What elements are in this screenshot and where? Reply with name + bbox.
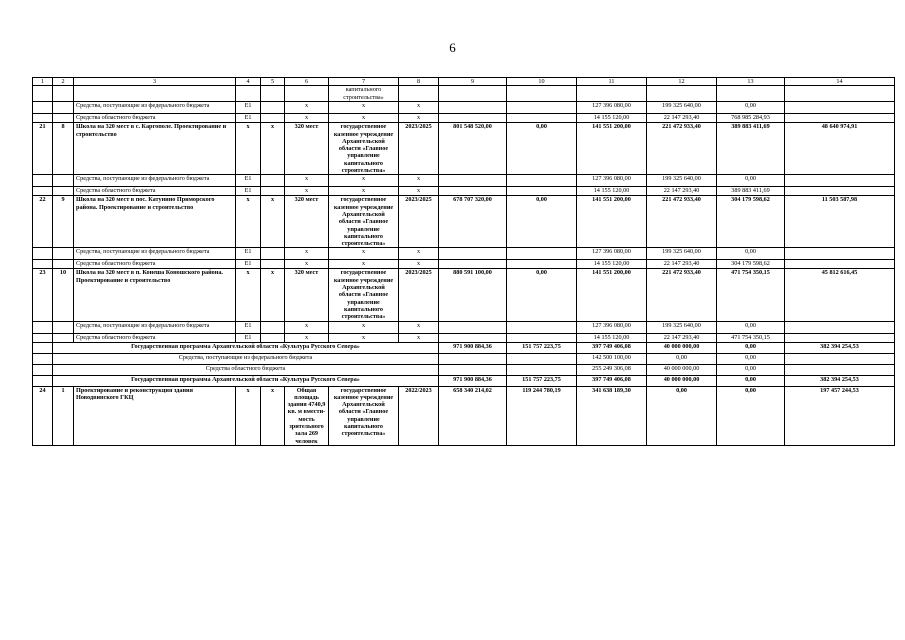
table-cell: 199 325 640,00 <box>647 175 717 187</box>
table-cell: х <box>285 248 329 260</box>
funding-source-label: Средства областного бюджета <box>53 364 439 375</box>
table-cell: х <box>329 260 399 269</box>
column-header: 8 <box>399 78 439 86</box>
table-cell: х <box>285 114 329 123</box>
table-cell: 8 <box>53 123 74 175</box>
table-cell: 221 472 933,40 <box>647 123 717 175</box>
table-cell: 141 551 200,00 <box>577 123 647 175</box>
table-cell <box>785 333 895 342</box>
table-cell: 382 394 254,53 <box>785 375 895 386</box>
table-cell: х <box>236 196 261 248</box>
table-cell: 2023/2025 <box>399 269 439 321</box>
program-title: Государственная программа Архангельской области «Культура Русского Севера» <box>53 375 439 386</box>
table-cell: 151 757 223,75 <box>507 375 577 386</box>
table-cell: х <box>329 248 399 260</box>
table-cell <box>53 333 74 342</box>
table-cell: 24 <box>33 386 53 445</box>
table-cell <box>33 102 53 114</box>
table-row <box>33 269 895 321</box>
table-cell: х <box>236 123 261 175</box>
table-cell <box>785 86 895 102</box>
table-cell: государственное казенное учреждение Архангельской области «Главное управление капитального строительства» <box>329 123 399 175</box>
table-cell <box>439 353 507 364</box>
table-cell: 141 551 200,00 <box>577 196 647 248</box>
table-cell <box>577 86 647 102</box>
table-cell: 45 812 616,45 <box>785 269 895 321</box>
table-cell: х <box>285 321 329 333</box>
column-header: 10 <box>507 78 577 86</box>
program-title: Государственная программа Архангельской области «Культура Русского Севера» <box>53 342 439 353</box>
table-cell <box>507 114 577 123</box>
table-cell <box>33 86 53 102</box>
table-cell <box>507 248 577 260</box>
table-cell: 389 883 411,69 <box>717 187 785 196</box>
table-row <box>33 364 895 375</box>
table-cell: х <box>285 102 329 114</box>
table-cell <box>261 114 285 123</box>
table-cell: Е1 <box>236 114 261 123</box>
table-cell: х <box>261 269 285 321</box>
table-row <box>33 123 895 175</box>
table-cell <box>785 175 895 187</box>
table-cell: 14 155 120,00 <box>577 114 647 123</box>
table-cell <box>439 187 507 196</box>
table-cell <box>439 333 507 342</box>
table-cell: 2023/2025 <box>399 196 439 248</box>
table-cell <box>53 102 74 114</box>
table-row <box>33 386 895 445</box>
page-number: 6 <box>449 40 456 55</box>
table-cell <box>439 86 507 102</box>
table-cell: х <box>261 196 285 248</box>
table-cell: х <box>261 123 285 175</box>
table-cell: 14 155 120,00 <box>577 333 647 342</box>
column-header: 11 <box>577 78 647 86</box>
table-row <box>33 353 895 364</box>
column-header: 6 <box>285 78 329 86</box>
table-cell: 221 472 933,40 <box>647 269 717 321</box>
table-cell: Е1 <box>236 333 261 342</box>
table-row <box>33 102 895 114</box>
table-cell: 320 мест <box>285 196 329 248</box>
table-cell: 199 325 640,00 <box>647 248 717 260</box>
table-row <box>33 187 895 196</box>
table-row <box>33 196 895 248</box>
table-cell: 10 <box>53 269 74 321</box>
table-cell: 142 500 100,00 <box>577 353 647 364</box>
table-cell: 14 155 120,00 <box>577 260 647 269</box>
table-cell: 255 249 306,08 <box>577 364 647 375</box>
funding-source-label: Средства областного бюджета <box>74 333 236 342</box>
table-cell: 22 147 293,40 <box>647 333 717 342</box>
column-header: 4 <box>236 78 261 86</box>
table-cell <box>33 260 53 269</box>
table-cell: х <box>399 187 439 196</box>
column-header: 14 <box>785 78 895 86</box>
table-cell: х <box>236 386 261 445</box>
table-cell <box>33 353 53 364</box>
table-cell <box>261 86 285 102</box>
table-cell: 0,00 <box>647 353 717 364</box>
table-cell: 22 <box>33 196 53 248</box>
table-cell <box>785 102 895 114</box>
table-row <box>33 333 895 342</box>
table-cell: 304 179 598,62 <box>717 260 785 269</box>
table-cell <box>53 114 74 123</box>
object-name: Школа на 320 мест в пос. Катунино Приморского района. Проектирование и строительство <box>74 196 236 248</box>
table-cell <box>439 114 507 123</box>
table-cell: Е1 <box>236 175 261 187</box>
table-cell: Е1 <box>236 248 261 260</box>
table-cell: х <box>285 260 329 269</box>
table-cell: х <box>329 175 399 187</box>
table-cell: х <box>399 175 439 187</box>
program-total-row <box>33 342 895 353</box>
table-cell <box>439 102 507 114</box>
table-cell: 127 396 080,00 <box>577 102 647 114</box>
funding-source-label: Средства областного бюджета <box>74 187 236 196</box>
table-cell: х <box>329 102 399 114</box>
table-cell <box>439 175 507 187</box>
table-cell: х <box>236 269 261 321</box>
table-cell: х <box>329 114 399 123</box>
table-cell <box>53 175 74 187</box>
table-cell: 197 457 244,53 <box>785 386 895 445</box>
table-cell: х <box>329 321 399 333</box>
table-cell: 0,00 <box>647 386 717 445</box>
table-cell: 2023/2025 <box>399 123 439 175</box>
table-cell <box>53 321 74 333</box>
table-cell <box>507 86 577 102</box>
table-cell <box>53 86 74 102</box>
table-cell <box>236 86 261 102</box>
table-cell: 0,00 <box>717 175 785 187</box>
table-cell <box>33 114 53 123</box>
table-cell: 221 472 933,40 <box>647 196 717 248</box>
table-cell: х <box>399 333 439 342</box>
table-cell: х <box>329 187 399 196</box>
table-cell <box>717 86 785 102</box>
column-header: 13 <box>717 78 785 86</box>
table-cell: х <box>261 386 285 445</box>
column-header: 12 <box>647 78 717 86</box>
column-header: 2 <box>53 78 74 86</box>
table-cell: 141 551 200,00 <box>577 269 647 321</box>
object-name: Школа на 320 мест в с. Каргополе. Проектирование и строительство <box>74 123 236 175</box>
table-cell: 119 244 780,19 <box>507 386 577 445</box>
table-cell: 768 985 284,93 <box>717 114 785 123</box>
table-cell: х <box>329 333 399 342</box>
table-cell: 11 503 587,98 <box>785 196 895 248</box>
column-number-row <box>33 78 895 86</box>
table-cell: Е1 <box>236 260 261 269</box>
table-cell: х <box>285 175 329 187</box>
table-cell: Общая площадь здания 4740,9 кв. м вмести-мость зрительного зала 269 человек <box>285 386 329 445</box>
column-header: 1 <box>33 78 53 86</box>
table-cell: 40 000 000,00 <box>647 375 717 386</box>
table-cell: 397 749 406,08 <box>577 342 647 353</box>
table-cell: 40 000 000,00 <box>647 364 717 375</box>
table-cell: 0,00 <box>507 269 577 321</box>
table-cell: 0,00 <box>717 102 785 114</box>
table-cell <box>33 248 53 260</box>
table-cell: 0,00 <box>717 386 785 445</box>
table-cell: 304 179 598,62 <box>717 196 785 248</box>
funding-source-label: Средства, поступающие из федерального бюджета <box>74 321 236 333</box>
table-cell <box>261 187 285 196</box>
table-cell <box>399 86 439 102</box>
table-cell <box>507 321 577 333</box>
table-cell: х <box>399 260 439 269</box>
funding-source-label: Средства, поступающие из федерального бюджета <box>74 102 236 114</box>
table-cell <box>507 364 577 375</box>
column-header: 9 <box>439 78 507 86</box>
object-name: Проектирование и реконструкция здания Новодвинского ГКЦ <box>74 386 236 445</box>
table-cell <box>507 102 577 114</box>
table-cell: 127 396 080,00 <box>577 175 647 187</box>
table-cell: 23 <box>33 269 53 321</box>
table-cell <box>261 260 285 269</box>
funding-source-label: Средства областного бюджета <box>74 260 236 269</box>
table-cell: капитального строительства» <box>329 86 399 102</box>
table-cell <box>785 114 895 123</box>
table-cell: 0,00 <box>717 248 785 260</box>
table-cell: х <box>399 248 439 260</box>
table-cell: 320 мест <box>285 269 329 321</box>
table-cell: 0,00 <box>717 353 785 364</box>
table-cell <box>785 187 895 196</box>
table-cell <box>33 333 53 342</box>
table-cell <box>785 364 895 375</box>
table-cell <box>74 86 236 102</box>
table-cell <box>647 86 717 102</box>
table-cell: 14 155 120,00 <box>577 187 647 196</box>
table-cell <box>785 353 895 364</box>
table-cell: 1 <box>53 386 74 445</box>
table-cell <box>261 175 285 187</box>
table-cell: 320 мест <box>285 123 329 175</box>
table-cell <box>439 364 507 375</box>
table-row <box>33 321 895 333</box>
table-cell <box>285 86 329 102</box>
table-cell <box>261 321 285 333</box>
table-cell: государственное казенное учреждение Архангельской области «Главное управление капитального строительства» <box>329 386 399 445</box>
table-cell: 22 147 293,40 <box>647 260 717 269</box>
funding-source-label: Средства областного бюджета <box>74 114 236 123</box>
table-cell <box>785 260 895 269</box>
table-cell: 48 640 974,91 <box>785 123 895 175</box>
funding-source-label: Средства, поступающие из федерального бюджета <box>74 175 236 187</box>
table-cell <box>53 248 74 260</box>
table-cell <box>507 353 577 364</box>
table-cell: 127 396 080,00 <box>577 321 647 333</box>
table-cell: х <box>399 321 439 333</box>
table-cell: 382 394 254,53 <box>785 342 895 353</box>
table-cell: 801 548 520,00 <box>439 123 507 175</box>
table-cell: 22 147 293,40 <box>647 187 717 196</box>
table-row <box>33 114 895 123</box>
table-cell <box>507 260 577 269</box>
table-cell: государственное казенное учреждение Архангельской области «Главное управление капитального строительства» <box>329 196 399 248</box>
table-cell: Е1 <box>236 321 261 333</box>
table-cell <box>53 260 74 269</box>
table-cell <box>261 102 285 114</box>
table-cell: 22 147 293,40 <box>647 114 717 123</box>
table-row <box>33 175 895 187</box>
table-cell <box>261 248 285 260</box>
table-cell <box>439 321 507 333</box>
table-cell <box>33 321 53 333</box>
table-row <box>33 86 895 102</box>
table-cell: 151 757 223,75 <box>507 342 577 353</box>
table-cell <box>33 364 53 375</box>
table-cell <box>439 260 507 269</box>
table-cell <box>507 187 577 196</box>
table-cell <box>439 248 507 260</box>
table-cell <box>33 175 53 187</box>
table-cell: 0,00 <box>507 196 577 248</box>
column-header: 5 <box>261 78 285 86</box>
table-cell: х <box>285 333 329 342</box>
table-cell <box>261 333 285 342</box>
column-header: 3 <box>74 78 236 86</box>
table-cell: 971 900 884,36 <box>439 375 507 386</box>
table-cell: 397 749 406,08 <box>577 375 647 386</box>
funding-source-label: Средства, поступающие из федерального бюджета <box>53 353 439 364</box>
table-cell: 0,00 <box>717 321 785 333</box>
table-cell <box>33 375 53 386</box>
table-cell: 471 754 350,15 <box>717 333 785 342</box>
table-cell: Е1 <box>236 187 261 196</box>
table-row <box>33 260 895 269</box>
table-cell <box>33 187 53 196</box>
table-cell: 0,00 <box>507 123 577 175</box>
table-cell <box>507 333 577 342</box>
table-cell: 9 <box>53 196 74 248</box>
table-cell: 389 883 411,69 <box>717 123 785 175</box>
table-cell: 199 325 640,00 <box>647 102 717 114</box>
table-cell: 127 396 080,00 <box>577 248 647 260</box>
column-header: 7 <box>329 78 399 86</box>
table-cell: 21 <box>33 123 53 175</box>
table-cell: х <box>285 187 329 196</box>
table-cell: 341 638 189,30 <box>577 386 647 445</box>
table-cell: 971 900 884,36 <box>439 342 507 353</box>
budget-table <box>32 77 895 446</box>
object-name: Школа на 320 мест в п. Конеша Коношского района. Проектирование и строительство <box>74 269 236 321</box>
table-cell: 471 754 350,15 <box>717 269 785 321</box>
table-cell: 678 707 320,00 <box>439 196 507 248</box>
table-cell: 880 591 100,00 <box>439 269 507 321</box>
table-cell: 199 325 640,00 <box>647 321 717 333</box>
table-cell: х <box>399 102 439 114</box>
table-cell <box>785 321 895 333</box>
table-cell: 2022/2023 <box>399 386 439 445</box>
table-cell: 658 340 214,02 <box>439 386 507 445</box>
table-cell: 40 000 000,00 <box>647 342 717 353</box>
table-cell <box>785 248 895 260</box>
program-total-row <box>33 375 895 386</box>
table-cell <box>53 187 74 196</box>
table-row <box>33 248 895 260</box>
table-cell <box>507 175 577 187</box>
table-cell <box>33 342 53 353</box>
table-cell: 0,00 <box>717 375 785 386</box>
funding-source-label: Средства, поступающие из федерального бюджета <box>74 248 236 260</box>
table-cell: государственное казенное учреждение Архангельской области «Главное управление капитального строительства» <box>329 269 399 321</box>
table-cell: х <box>399 114 439 123</box>
table-cell: 0,00 <box>717 342 785 353</box>
table-cell: Е1 <box>236 102 261 114</box>
table-cell: 0,00 <box>717 364 785 375</box>
